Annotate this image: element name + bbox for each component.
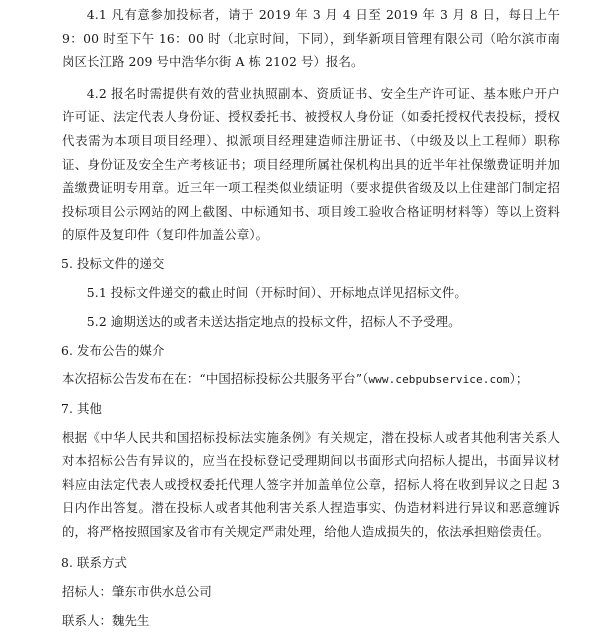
tenderer-value: 肇东市供水总公司 xyxy=(111,584,212,600)
media-url: www.cebpubservice.com xyxy=(368,373,510,387)
media-text-before: 本次招标公告发布在在：“中国招标投标公共服务平台”（ xyxy=(62,371,369,387)
heading-section-8: 8. 联系方式 xyxy=(61,555,128,571)
contact-value: 魏先生 xyxy=(111,612,150,628)
paragraph-4-1: 4.1 凡有意参加投标者，请于 2019 年 3 月 4 日至 2019 年 3 月 8 日，每日上午 9：00 时至下午 16：00 时（北京时间，下同），到华新项目管理有限公司（哈尔滨市南岗区长江路 209 号中浩华尔街 A 栋 2102 号）报名。 xyxy=(62,7,560,70)
contact-label: 联系人： xyxy=(62,612,112,628)
paragraph-4-2: 4.2 报名时需提供有效的营业执照副本、资质证书、安全生产许可证、基本账户开户许可证、法定代表人身份证、授权委托书、被授权人身份证（如委托授权代表投标，授权代表需为本项目项目经理）、拟派项目经理建造师注册证书、（中级及以上工程师）职称证、身份证及安全生产考核证书；项目经理所属社保机构出具的近半年社保缴费证明并加盖缴费证明专用章。近三年一项工程类似业绩证明（要求提供省级及以上住建部门制定招投标项目公示网站的网上截图、中标通知书、项目竣工验收合格证明材料等）等以上资料的原件及复印件（复印件加盖公章）。 xyxy=(62,85,560,243)
heading-section-5: 5. 投标文件的递交 xyxy=(61,255,165,271)
heading-section-7: 7. 其他 xyxy=(61,400,103,416)
contact-person xyxy=(62,609,560,632)
contact-tenderer xyxy=(62,580,560,604)
heading-section-6: 6. 发布公告的媒介 xyxy=(61,342,165,358)
paragraph-6-media xyxy=(62,367,560,392)
paragraph-5-2: 5.2 逾期送达的或者未送达指定地点的投标文件，招标人不予受理。 xyxy=(86,314,461,330)
paragraph-7-objection: 根据《中华人民共和国招标投标法实施条例》有关规定，潜在投标人或者其他利害关系人对本招标公告有异议的，应当在投标登记受理期间以书面形式向招标人提出，书面异议材料应由法定代表人或授权委托代理人签字并加盖单位公章，招标人将在收到异议之日起 3 日内作出答复。潜在投标人或者其他利害关系人捏造事实、伪造材料进行异议和恶意缠诉的，将严格按照国家及省市有关规定严肃处理，给他人造成损失的，依法承担赔偿责任。 xyxy=(62,429,560,539)
paragraph-5-1: 5.1 投标文件递交的截止时间（开标时间）、开标地点详见招标文件。 xyxy=(86,284,467,300)
media-text-after: ）； xyxy=(509,371,529,387)
tenderer-label: 招标人： xyxy=(62,584,112,600)
